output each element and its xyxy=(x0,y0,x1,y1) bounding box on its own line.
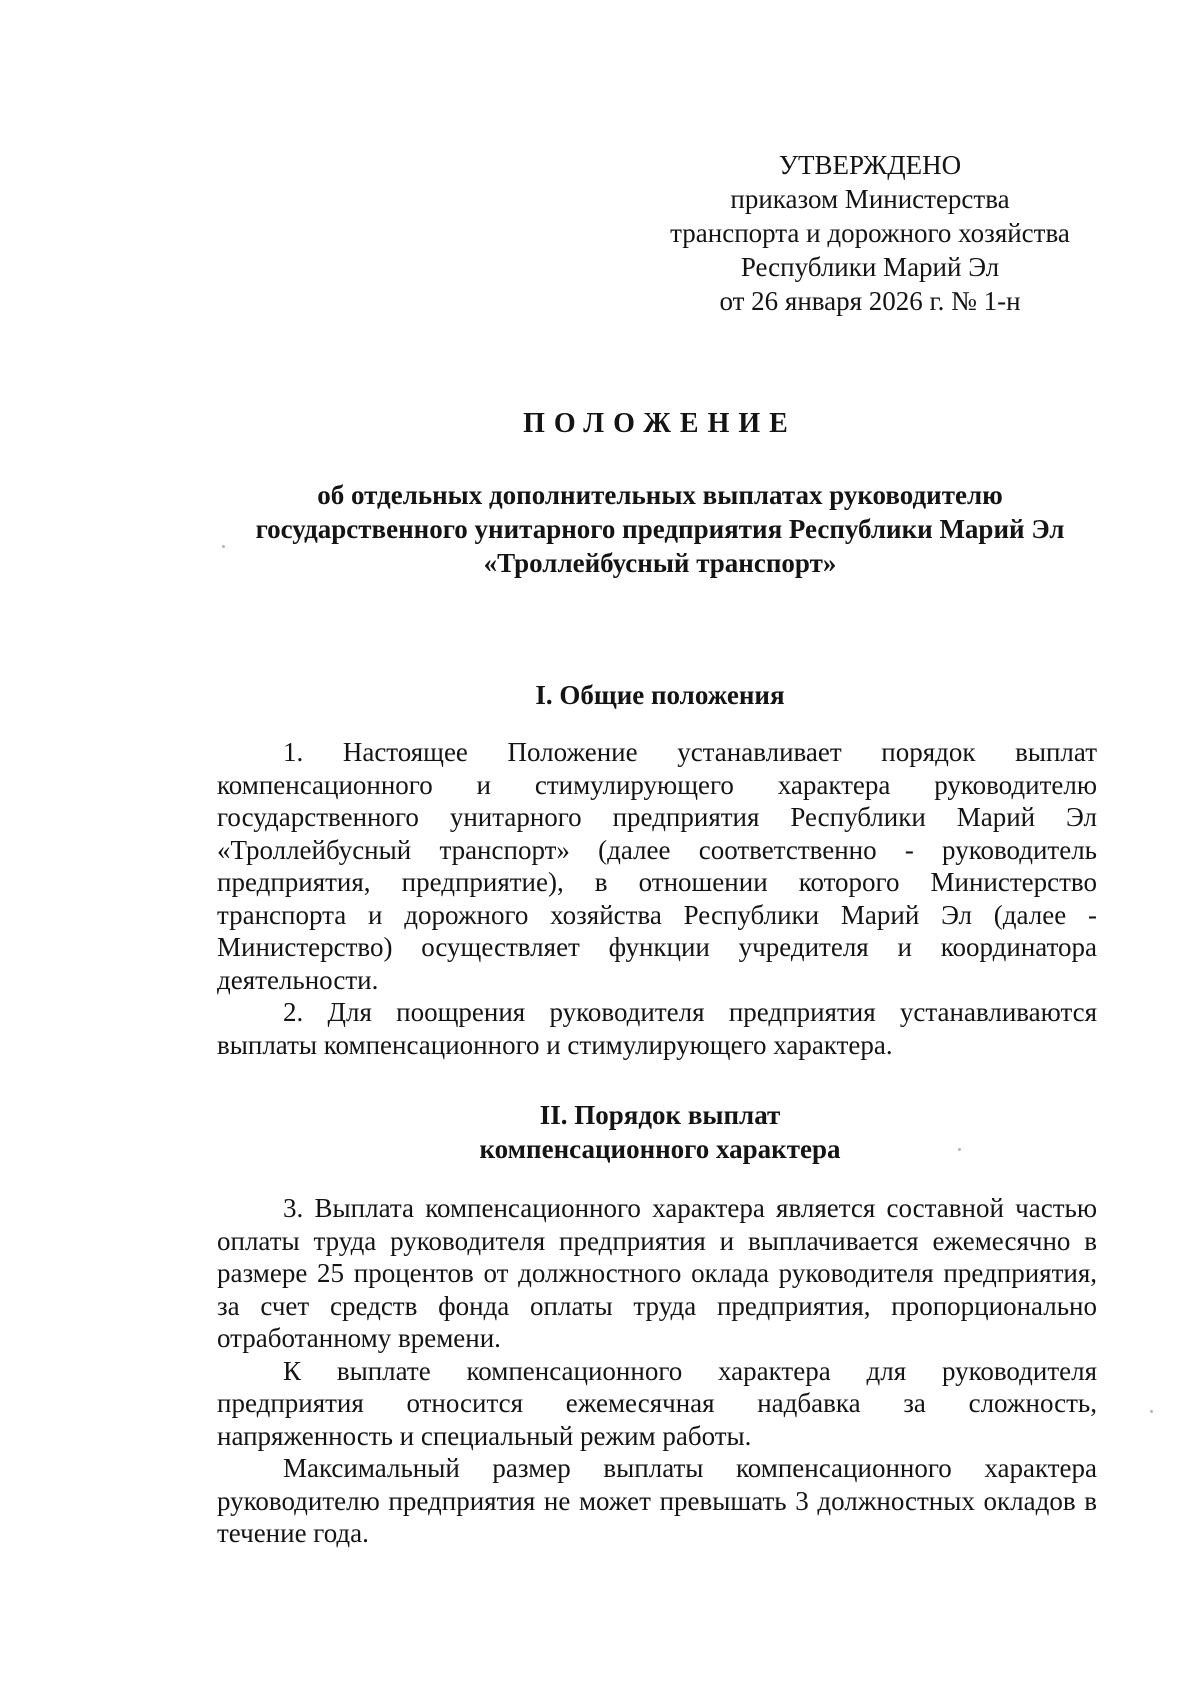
approval-line: УТВЕРЖДЕНО xyxy=(778,150,962,180)
paragraph: 2. Для поощрения руководителя предприятия устанавливаются выплаты компенсационного и стимулирующего характера. xyxy=(217,997,1097,1060)
approval-line: транспорта и дорожного хозяйства xyxy=(670,218,1070,248)
document-subtitle xyxy=(180,478,1140,580)
approval-stamp-block xyxy=(640,148,1100,318)
approval-line: Республики Марий Эл xyxy=(740,252,1000,282)
subtitle-line: государственного унитарного предприятия Республики Марий Эл xyxy=(255,514,1065,544)
approval-line: приказом Министерства xyxy=(730,184,1010,214)
paragraph: К выплате компенсационного характера для руководителя предприятия относится ежемесячная надбавка за сложность, напряженность и специальный режим работы. xyxy=(217,1355,1097,1451)
scan-speck xyxy=(222,545,225,548)
document-title: ПОЛОЖЕНИЕ xyxy=(523,408,797,439)
approval-line: от 26 января 2026 г. № 1-н xyxy=(719,286,1021,316)
subtitle-line: «Троллейбусный транспорт» xyxy=(483,548,837,578)
section-2-body xyxy=(217,1192,1097,1550)
paragraph: 3. Выплата компенсационного характера является составной частью оплаты труда руководителя предприятия и выплачивается ежемесячно в размере 25 процентов от должностного оклада руководителя предприятия, за счет средств фонда оплаты труда предприятия, пропорционально отработанному времени. xyxy=(217,1193,1097,1353)
section-1-body xyxy=(217,736,1097,1061)
paragraph: 1. Настоящее Положение устанавливает порядок выплат компенсационного и стимулирующего характера руководителю государственного унитарного предприятия Республики Марий Эл «Троллейбусный транспорт» (далее соответственно - руководитель предприятия, предприятие), в отношении которого Министерство транспорта и дорожного хозяйства Республики Марий Эл (далее - Министерство) осуществляет функции учредителя и координатора деятельности. xyxy=(217,737,1097,995)
section-heading-line: компенсационного характера xyxy=(479,1134,841,1164)
section-2-heading xyxy=(180,1098,1140,1166)
section-heading-line: I. Общие положения xyxy=(535,680,785,710)
subtitle-line: об отдельных дополнительных выплатах руководителю xyxy=(317,480,1003,510)
scan-speck xyxy=(1150,1410,1153,1413)
scan-speck xyxy=(958,1148,961,1151)
section-heading-line: II. Порядок выплат xyxy=(539,1100,781,1130)
paragraph: Максимальный размер выплаты компенсационного характера руководителю предприятия не может превышать 3 должностных окладов в течение года. xyxy=(217,1453,1097,1548)
section-1-heading xyxy=(180,678,1140,712)
